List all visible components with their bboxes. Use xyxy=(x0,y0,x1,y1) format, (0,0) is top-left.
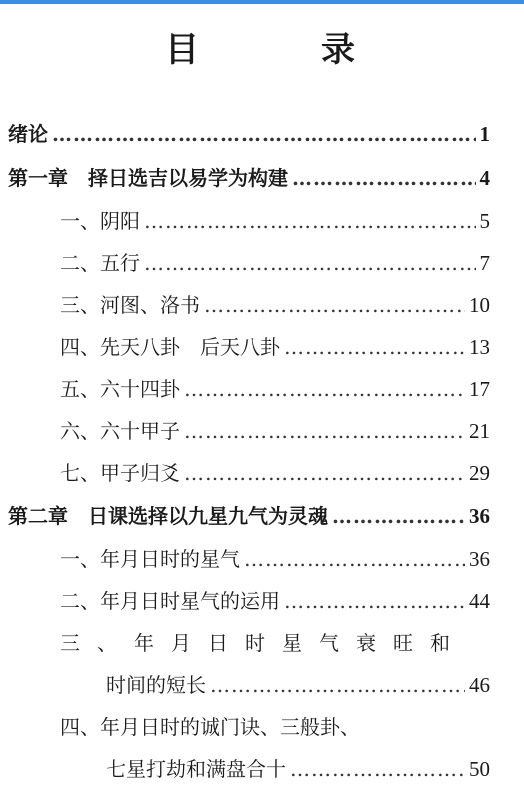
toc-entry-page: 13 xyxy=(469,335,490,359)
toc-entry-section[interactable] xyxy=(0,284,524,326)
toc-entry-page: 44 xyxy=(469,589,490,613)
leader-dots xyxy=(290,748,465,790)
toc-entry-page: 50 xyxy=(469,757,490,781)
toc-entry-section[interactable] xyxy=(0,538,524,580)
toc-entry-page: 1 xyxy=(479,122,490,146)
top-edge-bar xyxy=(0,0,524,4)
leader-dots xyxy=(144,200,476,242)
toc-entry-label: 五、六十四卦 xyxy=(60,377,180,401)
toc-entry-label: 四、年月日时的诚门诀、三般卦、 xyxy=(60,715,360,739)
leader-dots xyxy=(52,112,476,156)
toc-entry-page: 4 xyxy=(479,166,490,190)
toc-entry-label: 一、年月日时的星气 xyxy=(60,547,240,571)
toc-entry-page: 46 xyxy=(469,673,490,697)
toc-entry-page: 29 xyxy=(469,461,490,485)
toc-entry-page: 7 xyxy=(479,251,490,275)
toc-entry-label: 第二章 日课选择以九星九气为灵魂 xyxy=(8,504,328,528)
toc-entry-page: 10 xyxy=(469,293,490,317)
toc-entry-label: 第一章 择日选吉以易学为构建 xyxy=(8,166,288,190)
leader-dots xyxy=(284,580,465,622)
leader-dots xyxy=(204,284,465,326)
toc-entry-label: 二、五行 xyxy=(60,251,140,275)
toc-entry-page: 21 xyxy=(469,419,490,443)
toc-entry-label: 四、先天八卦 后天八卦 xyxy=(60,335,280,359)
leader-dots xyxy=(184,368,465,410)
leader-dots xyxy=(284,326,465,368)
toc-entry-section[interactable] xyxy=(0,368,524,410)
toc-entry-page: 5 xyxy=(479,209,490,233)
leader-dots xyxy=(244,538,465,580)
leader-dots xyxy=(210,664,465,706)
toc-entry-label: 七、甲子归爻 xyxy=(60,461,180,485)
toc-entry-label: 二、年月日时星气的运用 xyxy=(60,589,280,613)
toc-entry-section-line-2[interactable] xyxy=(0,748,524,790)
toc-entry-chapter-2[interactable] xyxy=(0,494,524,538)
toc-entry-introduction[interactable] xyxy=(0,112,524,156)
toc-entry-section[interactable] xyxy=(0,410,524,452)
toc-entry-label: 绪论 xyxy=(8,122,48,146)
toc-entry-section[interactable] xyxy=(0,580,524,622)
toc-entry-chapter-1[interactable] xyxy=(0,156,524,200)
toc-entry-label: 六、六十甲子 xyxy=(60,419,180,443)
leader-dots xyxy=(144,242,476,284)
toc-entry-section-line-1[interactable] xyxy=(0,622,524,664)
toc-entry-label: 时间的短长 xyxy=(106,673,206,697)
leader-dots xyxy=(332,494,465,538)
toc-entry-section[interactable] xyxy=(0,200,524,242)
toc-entry-section[interactable] xyxy=(0,242,524,284)
toc-entry-page: 36 xyxy=(469,547,490,571)
toc-entry-page: 36 xyxy=(469,504,490,528)
toc-entry-label: 三、河图、洛书 xyxy=(60,293,200,317)
leader-dots xyxy=(184,452,465,494)
leader-dots xyxy=(184,410,465,452)
toc-entry-section-line-2[interactable] xyxy=(0,664,524,706)
toc-entry-label: 七星打劫和满盘合十 xyxy=(106,757,286,781)
toc-entry-label: 三、年月日时星气衰旺和 xyxy=(60,631,467,655)
page-title: 目 录 xyxy=(165,30,399,70)
toc-entry-section[interactable] xyxy=(0,452,524,494)
toc-entry-section-line-1[interactable] xyxy=(0,706,524,748)
toc-entry-page: 17 xyxy=(469,377,490,401)
table-of-contents xyxy=(0,112,524,790)
toc-entry-label: 一、阴阳 xyxy=(60,209,140,233)
toc-entry-section[interactable] xyxy=(0,326,524,368)
leader-dots xyxy=(292,156,476,200)
